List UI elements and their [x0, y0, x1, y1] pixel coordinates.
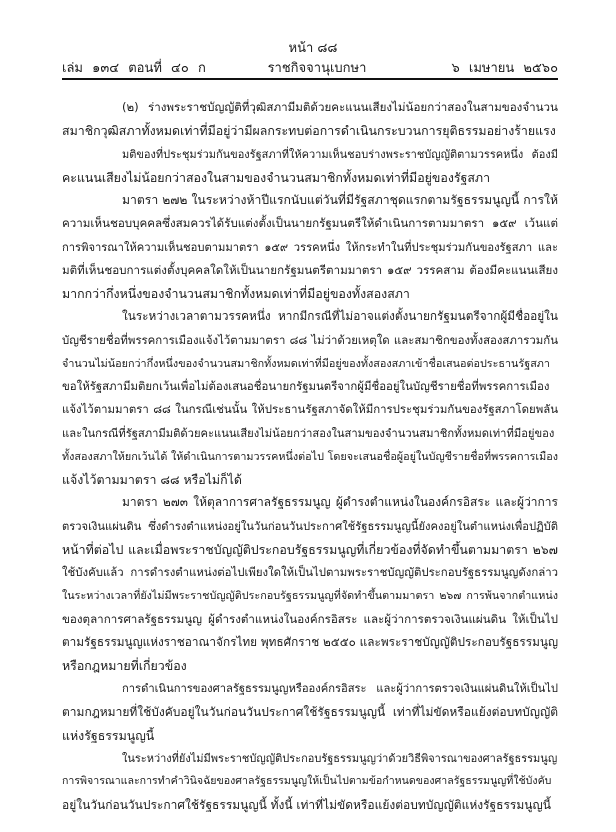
body-line: ขอให้รัฐสภามีมติยกเว้นเพื่อไม่ต้องเสนอชื่อนายกรัฐมนตรีจากผู้มีชื่ออยู่ในบัญชีรายชื่อที่พรรคการเมือง	[62, 379, 550, 393]
body-line: ในระหว่างที่ยังไม่มีพระราชบัญญัติประกอบรัฐธรรมนูญว่าด้วยวิธีพิจารณาของศาลรัฐธรรมนูญ	[122, 752, 558, 765]
body-line: มติของที่ประชุมร่วมกันของรัฐสภาที่ให้ความเห็นชอบร่างพระราชบัญญัติตามวรรคหนึ่ง ต้องมี	[122, 147, 558, 161]
body-line: ทั้งสองสภาให้ยกเว้นได้ ให้ดำเนินการตามวรรคหนึ่งต่อไป โดยจะเสนอชื่อผู้อยู่ในบัญชีรายชื่อที่พรรคการเมือง	[62, 449, 558, 463]
body-line: แจ้งไว้ตามมาตรา ๘๘ หรือไม่ก็ได้	[62, 472, 242, 487]
body-line: ในระหว่างเวลาตามวรรคหนึ่ง หากมีกรณีที่ไม่อาจแต่งตั้งนายกรัฐมนตรีจากผู้มีชื่ออยู่ใน	[122, 309, 558, 324]
body-line: การดำเนินการของศาลรัฐธรรมนูญหรือองค์กรอิสระ และผู้ว่าการตรวจเงินแผ่นดินให้เป็นไป	[122, 682, 558, 696]
publication-name: ราชกิจจานุเบกษา	[267, 61, 367, 76]
body-line: ของตุลาการศาลรัฐธรรมนูญ ผู้ดำรงตำแหน่งในองค์กรอิสระ และผู้ว่าการตรวจเงินแผ่นดิน ให้เป็นไป	[62, 611, 558, 626]
body-line: หรือกฎหมายที่เกี่ยวข้อง	[62, 658, 187, 673]
body-line: ตามกฎหมายที่ใช้บังคับอยู่ในวันก่อนวันประกาศใช้รัฐธรรมนูญนี้ เท่าที่ไม่ขัดหรือแย้งต่อบทบัญญัติ	[62, 704, 558, 719]
body-line: มากกว่ากึ่งหนึ่งของจำนวนสมาชิกทั้งหมดเท่าที่มีอยู่ของทั้งสองสภา	[62, 286, 410, 301]
body-line: และในกรณีที่รัฐสภามีมติด้วยคะแนนเสียงไม่น้อยกว่าสองในสามของจำนวนสมาชิกทั้งหมดเท่าที่มีอยู่ของ	[62, 426, 555, 440]
body-line: มาตรา ๒๗๒ ในระหว่างห้าปีแรกนับแต่วันที่มีรัฐสภาชุดแรกตามรัฐธรรมนูญนี้ การให้	[122, 193, 558, 207]
document-body	[62, 96, 558, 817]
body-line: ความเห็นชอบบุคคลซึ่งสมควรได้รับแต่งตั้งเป็นนายกรัฐมนตรีให้ดำเนินการตามมาตรา ๑๕๙ เว้นแต่	[62, 216, 558, 231]
body-line: แจ้งไว้ตามมาตรา ๘๘ ในกรณีเช่นนั้น ให้ประธานรัฐสภาจัดให้มีการประชุมร่วมกันของรัฐสภาโดยพลัน	[62, 402, 558, 417]
body-line: การพิจารณาและการทำคำวินิจฉัยของศาลรัฐธรรมนูญให้เป็นไปตามข้อกำหนดของศาลรัฐธรรมนูญที่ใช้บังคับ	[62, 775, 552, 788]
body-line: ใช้บังคับแล้ว การดำรงตำแหน่งต่อไปเพียงใดให้เป็นไปตามพระราชบัญญัติประกอบรัฐธรรมนูญดังกล่าว	[62, 565, 558, 579]
gazette-header	[62, 60, 558, 78]
body-line: แห่งรัฐธรรมนูญนี้	[62, 727, 155, 743]
body-line: อยู่ในวันก่อนวันประกาศใช้รัฐธรรมนูญนี้ ทั้งนี้ เท่าที่ไม่ขัดหรือแย้งต่อบทบัญญัติแห่งรัฐธรรมนูญนี้	[62, 797, 551, 812]
body-line: ตรวจเงินแผ่นดิน ซึ่งดำรงตำแหน่งอยู่ในวันก่อนวันประกาศใช้รัฐธรรมนูญนี้ยังคงอยู่ในตำแหน่งเพื่อปฏิบัติ	[62, 519, 558, 533]
volume-issue: เล่ม ๑๓๔ ตอนที่ ๔๐ ก	[62, 61, 206, 76]
body-line: (๒) ร่างพระราชบัญญัติที่วุฒิสภามีมติด้วยคะแนนเสียงไม่น้อยกว่าสองในสามของจำนวน	[122, 100, 558, 114]
body-line: ในระหว่างเวลาที่ยังไม่มีพระราชบัญญัติประกอบรัฐธรรมนูญที่จัดทำขึ้นตามมาตรา ๒๖๗ การพ้นจากตำแหน่ง	[62, 589, 558, 603]
body-line: บัญชีรายชื่อที่พรรคการเมืองแจ้งไว้ตามมาตรา ๘๘ ไม่ว่าด้วยเหตุใด และสมาชิกของทั้งสองสภารวมกัน	[62, 332, 558, 347]
body-line: หน้าที่ต่อไป และเมื่อพระราชบัญญัติประกอบรัฐธรรมนูญที่เกี่ยวข้องที่จัดทำขึ้นตามมาตรา ๒๖๗	[62, 541, 558, 557]
body-line: มาตรา ๒๗๓ ให้ตุลาการศาลรัฐธรรมนูญ ผู้ดำรงตำแหน่งในองค์กรอิสระ และผู้ว่าการ	[122, 495, 558, 510]
publication-date: ๖ เมษายน ๒๕๖๐	[451, 61, 558, 76]
body-line: มติที่เห็นชอบการแต่งตั้งบุคคลใดให้เป็นนายกรัฐมนตรีตามมาตรา ๑๕๙ วรรคสาม ต้องมีคะแนนเสียง	[62, 262, 558, 277]
body-line: การพิจารณาให้ความเห็นชอบตามมาตรา ๑๕๙ วรรคหนึ่ง ให้กระทำในที่ประชุมร่วมกันของรัฐสภา และ	[62, 240, 558, 254]
page-number: หน้า ๘๘	[288, 41, 338, 56]
body-line: ตามรัฐธรรมนูญแห่งราชอาณาจักรไทย พุทธศักราช ๒๕๕๐ และพระราชบัญญัติประกอบรัฐธรรมนูญ	[62, 634, 558, 649]
body-line: จำนวนไม่น้อยกว่ากึ่งหนึ่งของจำนวนสมาชิกทั้งหมดเท่าที่มีอยู่ของทั้งสองสภาเข้าชื่อเสนอต่อประธานรัฐสภา	[62, 356, 550, 370]
body-line: สมาชิกวุฒิสภาทั้งหมดเท่าที่มีอยู่ว่ามีผลกระทบต่อการดำเนินกระบวนการยุติธรรมอย่างร้ายแรง	[62, 123, 556, 139]
header-divider	[62, 78, 558, 80]
body-line: คะแนนเสียงไม่น้อยกว่าสองในสามของจำนวนสมาชิกทั้งหมดเท่าที่มีอยู่ของรัฐสภา	[62, 169, 491, 185]
